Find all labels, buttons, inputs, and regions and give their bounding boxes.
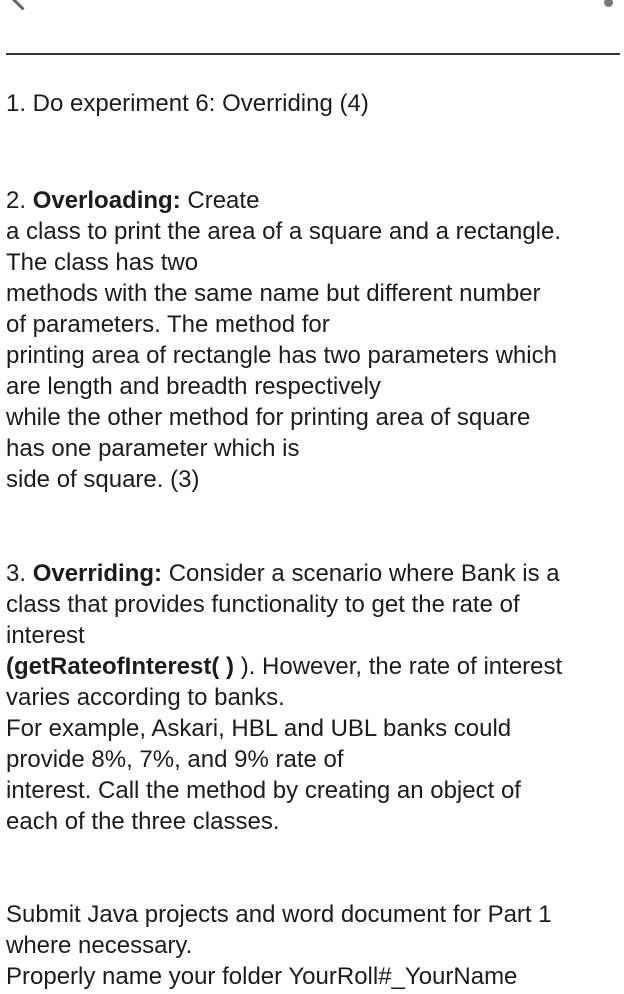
method-open-paren: ( [6,653,14,680]
question-2-line: are length and breadth respectively [6,373,381,400]
question-3-line: each of the three classes. [6,808,280,835]
question-2-line: has one parameter which is [6,435,300,462]
question-3-heading-line [6,558,618,589]
question-3-number: 3. [6,560,33,587]
method-name: getRateofInterest( ) [14,653,235,680]
question-3-line: interest [6,622,85,649]
question-2-line: a class to print the area of a square and a rectangle. [6,218,562,245]
submission-note [6,899,618,992]
question-3-line: interest. Call the method by creating an object of [6,777,521,804]
question-2-number: 2. [6,187,33,214]
question-1-text: 1. Do experiment 6: Overriding (4) [6,90,369,117]
assignment-content [6,88,618,992]
question-3-heading: Overriding: [32,560,163,587]
question-2-heading: Overloading: [32,187,181,214]
question-3-line1-rest: Consider a scenario where Bank is a [162,560,560,587]
question-1 [6,88,618,119]
question-2-heading-line [6,185,618,216]
header-divider [6,53,620,55]
question-3-line: provide 8%, 7%, and 9% rate of [6,746,344,773]
question-2-line: printing area of rectangle has two parameters which [6,342,557,369]
question-2-line: of parameters. The method for [6,311,330,338]
question-3-line: varies according to banks. [6,684,285,711]
back-chevron-icon[interactable] [10,0,34,11]
question-2-line: The class has two [6,249,199,276]
more-options-icon[interactable] [604,0,613,7]
submission-line: Submit Java projects and word document for Part 1 [6,901,552,928]
top-bar [0,0,624,54]
question-3-line: For example, Askari, HBL and UBL banks could [6,715,512,742]
question-2-line: side of square. (3) [6,466,200,493]
question-3 [6,558,618,837]
method-line-rest: ). However, the rate of interest [234,653,563,680]
question-2-line: while the other method for printing area of square [6,404,531,431]
submission-line: Properly name your folder YourRoll#_YourName [6,963,518,990]
question-3-line: class that provides functionality to get the rate of [6,591,520,618]
question-2-line: methods with the same name but different number [6,280,541,307]
question-3-method-line [6,651,618,682]
question-2 [6,185,618,495]
submission-line: where necessary. [6,932,193,959]
question-2-line1-rest: Create [180,187,260,214]
